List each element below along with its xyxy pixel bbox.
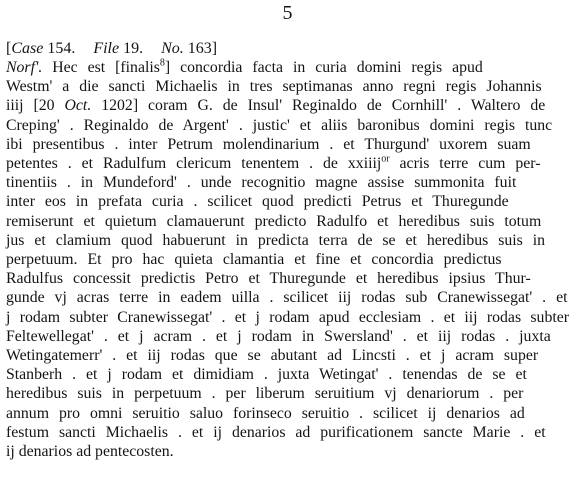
text-segment: Feltewellegat' . et j acram . et j rodam in Swersland' . et iij rodas . juxta [6, 327, 551, 345]
text-segment: ] concordia facta in curia domini regis apud [164, 59, 483, 76]
text-segment: remiserunt et quietum clamauerunt predicto Radulfo et heredibus suis totum [6, 212, 542, 230]
text-line [6, 117, 552, 135]
text-line [6, 289, 567, 307]
text-line [6, 213, 541, 231]
text-line [6, 136, 531, 154]
text-segment: ij denarios ad pentecosten. [6, 443, 174, 460]
text-segment: petentes . et Radulfum clericum tenentem . de xxiiij [6, 155, 382, 172]
no-label: No. [161, 40, 184, 57]
text-segment: festum sancti Michaelis . et ij denarios ad purificationem sancte Marie . et [6, 423, 546, 441]
italic-text: Norf'. [6, 59, 43, 76]
text-segment: 1202] coram G. de Insul' Reginaldo de Cornhill' . Waltero de [91, 97, 546, 115]
text-line [6, 347, 538, 365]
case-number: 154. [47, 40, 76, 57]
text-segment: inter eos in prefata curia . scilicet quod predicti Petrus et Thuregunde [6, 193, 509, 211]
text-line [6, 97, 545, 115]
text-segment: Wetingatemerr' . et iij rodas que se abutant ad Lincsti . et j acram super [6, 347, 539, 364]
superscript: 8 [159, 57, 165, 69]
text-segment: tinentiis . in Mundeford' . unde recognitio magne assise summonita fuit [6, 174, 517, 192]
text-line [6, 309, 569, 327]
text-line [6, 270, 531, 288]
text-segment: Radulfus concessit predictis Petro et Thuregunde et heredibus ipsius Thur- [6, 270, 531, 288]
case-label: Case [11, 40, 44, 57]
text-segment: Westm' a die sancti Michaelis in tres septimanas anno regni regis Johannis [6, 78, 542, 96]
text-segment: acris terre cum per- [389, 155, 541, 172]
text-segment: heredibus suis in perpetuum . per liberum seruitium vj denariorum . per [6, 385, 524, 403]
text-segment: Stanberh . et j rodam et dimidiam . juxta Wetingat' . tenendas de se et [6, 366, 527, 384]
text-segment: iiij [20 [6, 97, 65, 115]
text-line [6, 174, 516, 192]
text-segment: jus et clamium quod habuerunt in predicta terra de se et heredibus suis in [6, 231, 546, 249]
text-line [6, 424, 546, 442]
file-label: File [93, 40, 120, 57]
file-number: 19. [123, 40, 144, 57]
text-line [6, 193, 509, 211]
text-line [6, 405, 525, 423]
text-segment: Creping' . Reginaldo de Argent' . justic' et aliis baronibus domini regis tunc [6, 116, 553, 134]
text-segment: perpetuum. Et pro hac quieta clamantia et fine et concordia predictus [6, 251, 502, 268]
text-line [6, 59, 483, 77]
case-reference-header [6, 40, 217, 58]
open-bracket: [ [6, 40, 12, 57]
superscript: or [381, 153, 390, 165]
text-line [6, 366, 527, 384]
text-line [6, 78, 542, 96]
text-line [6, 155, 540, 173]
text-line [6, 385, 523, 403]
text-segment: ibi presentibus . inter Petrum molendinarium . et Thurgund' uxorem suam [6, 135, 531, 153]
text-segment: gunde vj acras terre in eadem uilla . scilicet iij rodas sub Cranewissegat' . et [6, 289, 568, 307]
text-line [6, 251, 502, 269]
text-line [6, 328, 551, 346]
text-segment: Hec est [finalis [42, 59, 160, 76]
text-line [6, 232, 545, 250]
italic-text: Oct. [64, 97, 92, 115]
text-line [6, 443, 174, 461]
no-number: 163] [187, 40, 218, 57]
text-segment: annum pro omni seruitio saluo forinseco seruitio . scilicet ij denarios ad [6, 404, 525, 422]
page-number: 5 [282, 2, 293, 24]
text-segment: j rodam subter Cranewissegat' . et j rodam apud ecclesiam . et iij rodas subter [6, 308, 569, 326]
